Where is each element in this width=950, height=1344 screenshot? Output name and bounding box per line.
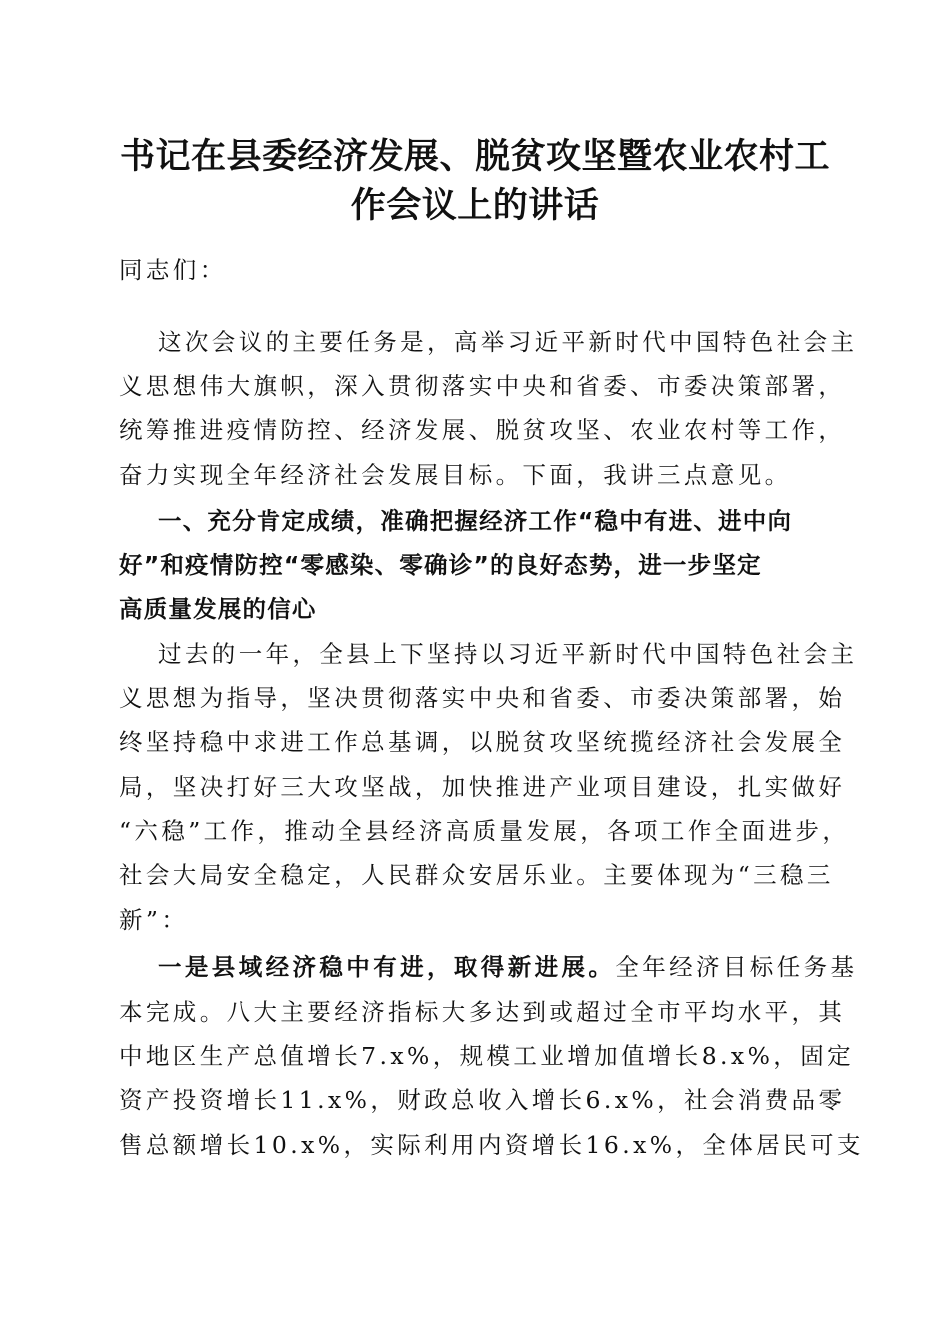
point1-line-2: 本完成。八大主要经济指标大多达到或超过全市平均水平，其 (119, 998, 846, 1026)
section1-body-line-7: 新”： (119, 906, 189, 934)
section1-body-line-4: 局，坚决打好三大攻坚战，加快推进产业项目建设，扎实做好 (119, 773, 846, 801)
title-line-2: 作会议上的讲话 (350, 185, 600, 226)
intro-line-4: 奋力实现全年经济社会发展目标。下面，我讲三点意见。 (119, 461, 792, 489)
section1-heading-line-2: 好”和疫情防控“零感染、零确诊”的良好态势，进一步坚定 (119, 551, 762, 579)
salutation: 同志们： (119, 256, 227, 284)
point1-lead-rest: 全年经济目标任务基 (615, 953, 858, 981)
section1-body-line-5: “六稳”工作，推动全县经济高质量发展，各项工作全面进步， (119, 817, 850, 845)
section1-body-line-3: 终坚持稳中求进工作总基调，以脱贫攻坚统揽经济社会发展全 (119, 728, 846, 756)
section1-heading-line-3: 高质量发展的信心 (119, 595, 317, 623)
point1-line-5: 售总额增长10.x%，实际利用内资增长16.x%，全体居民可支 (119, 1131, 864, 1159)
point1-line-3: 中地区生产总值增长7.x%，规模工业增加值增长8.x%，固定 (119, 1042, 855, 1070)
intro-line-2: 义思想伟大旗帜，深入贯彻落实中央和省委、市委决策部署， (119, 372, 846, 400)
point1-line-1 (158, 945, 858, 989)
section1-heading-line-1: 一、充分肯定成绩，准确把握经济工作“稳中有进、进中向 (158, 507, 793, 535)
point1-lead: 一是县域经济稳中有进，取得新进展。 (158, 953, 616, 981)
point1-line-4: 资产投资增长11.x%，财政总收入增长6.x%，社会消费品零 (119, 1086, 846, 1114)
document-title (115, 132, 835, 230)
section1-body-line-6: 社会大局安全稳定，人民群众安居乐业。主要体现为“三稳三 (119, 861, 834, 889)
section1-body-line-1: 过去的一年，全县上下坚持以习近平新时代中国特色社会主 (158, 640, 858, 668)
intro-line-1: 这次会议的主要任务是，高举习近平新时代中国特色社会主 (158, 328, 858, 356)
title-line-1: 书记在县委经济发展、脱贫攻坚暨农业农村工 (119, 136, 830, 177)
intro-line-3: 统筹推进疫情防控、经济发展、脱贫攻坚、农业农村等工作， (119, 416, 846, 444)
section1-body-line-2: 义思想为指导，坚决贯彻落实中央和省委、市委决策部署，始 (119, 684, 846, 712)
